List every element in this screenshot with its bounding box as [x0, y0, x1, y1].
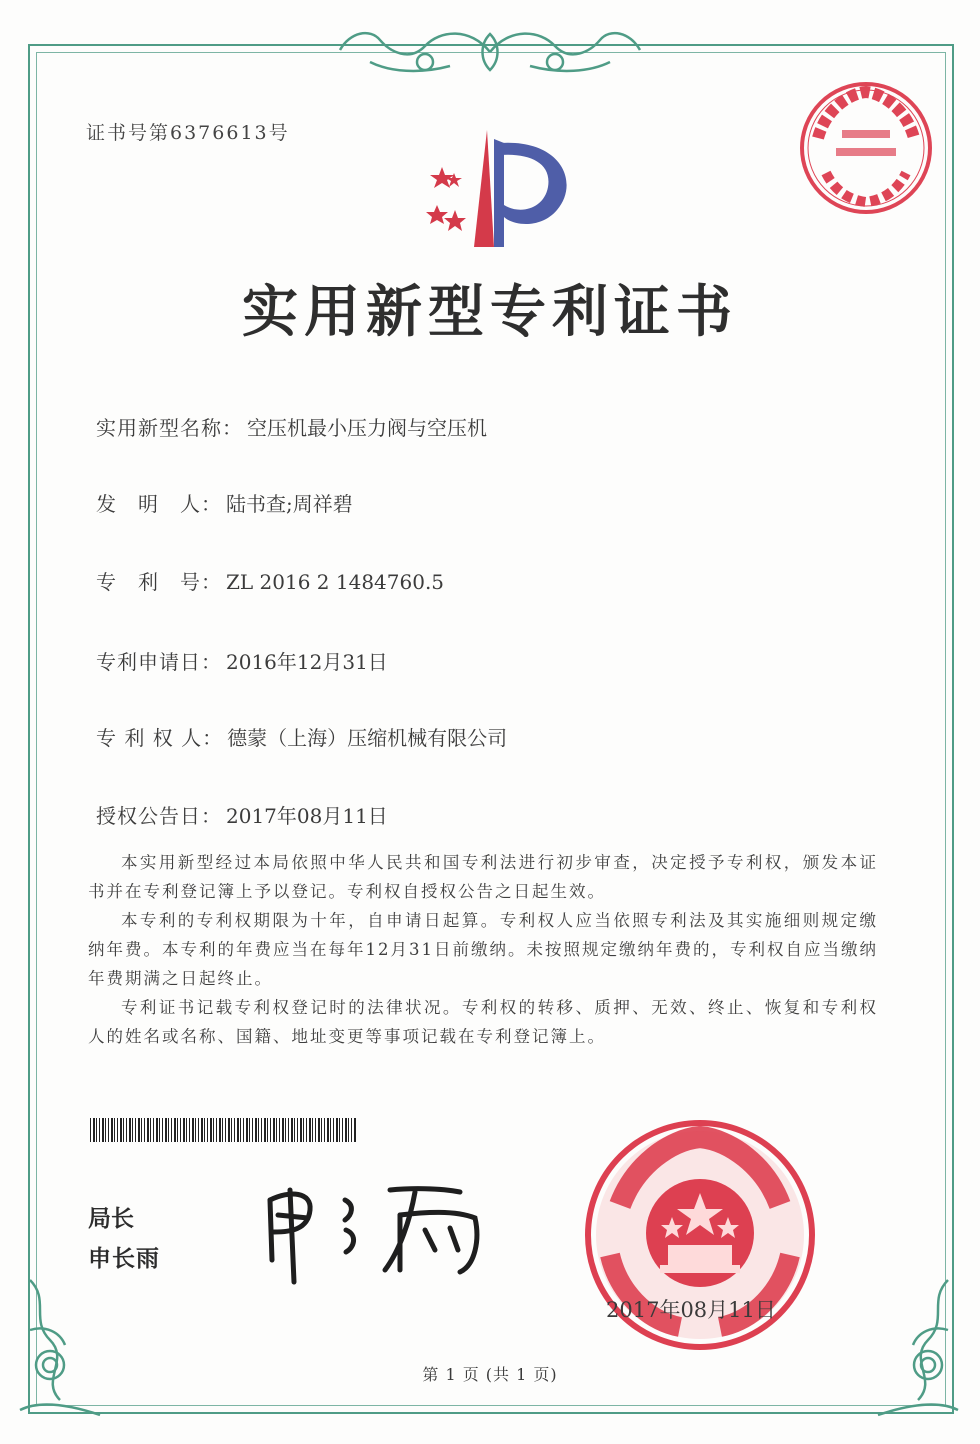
field-label: 专 利 号： — [96, 570, 222, 594]
director-signature — [250, 1170, 500, 1290]
barcode — [90, 1118, 356, 1142]
director-name: 申长雨 — [88, 1246, 160, 1272]
field-label: 实用新型名称： — [96, 416, 243, 440]
field-value: 空压机最小压力阀与空压机 — [247, 416, 487, 440]
field-value: ZL 2016 2 1484760.5 — [226, 570, 445, 594]
field-patent-number — [96, 566, 444, 595]
field-inventor — [96, 488, 353, 517]
field-label: 专利申请日： — [96, 650, 222, 674]
field-utility-model-name — [96, 412, 487, 441]
bottom-right-ornament — [858, 1270, 968, 1430]
patent-office-logo — [412, 125, 582, 255]
body-paragraph-3: 专利证书记载专利权登记时的法律状况。专利权的转移、质押、无效、终止、恢复和专利权人的姓名或名称、国籍、地址变更等事项记载在专利登记簿上。 — [88, 998, 878, 1046]
stamp-duty-seal — [796, 78, 936, 218]
body-paragraph-1: 本实用新型经过本局依照中华人民共和国专利法进行初步审查，决定授予专利权，颁发本证书并在专利登记簿上予以登记。专利权自授权公告之日起生效。 — [88, 853, 878, 901]
field-value: 2017年08月11日 — [226, 804, 388, 828]
issue-date: 2017年08月11日 — [606, 1298, 776, 1322]
field-value: 德蒙（上海）压缩机械有限公司 — [227, 726, 508, 750]
field-label: 发 明 人： — [96, 492, 222, 516]
page-number: 第 1 页 (共 1 页) — [422, 1365, 558, 1384]
field-value: 2016年12月31日 — [226, 650, 388, 674]
field-grant-date — [96, 800, 388, 829]
certificate-body — [88, 848, 878, 1051]
field-patentee — [96, 722, 507, 751]
field-filing-date — [96, 646, 388, 675]
certificate-title: 实用新型专利证书 — [242, 279, 738, 345]
certificate-number: 证书号第6376613号 — [86, 122, 290, 144]
field-label: 授权公告日： — [96, 804, 222, 828]
top-ornament — [330, 22, 650, 82]
body-paragraph-2: 本专利的专利权期限为十年，自申请日起算。专利权人应当依照专利法及其实施细则规定缴纳年费。本专利的年费应当在每年12月31日前缴纳。未按照规定缴纳年费的，专利权自应当缴纳年费期满之日起终止。 — [88, 911, 878, 988]
director-title: 局长 — [88, 1206, 134, 1232]
field-label: 专 利 权 人： — [96, 726, 224, 750]
bottom-left-ornament — [10, 1270, 120, 1430]
field-value: 陆书查;周祥碧 — [226, 492, 353, 516]
